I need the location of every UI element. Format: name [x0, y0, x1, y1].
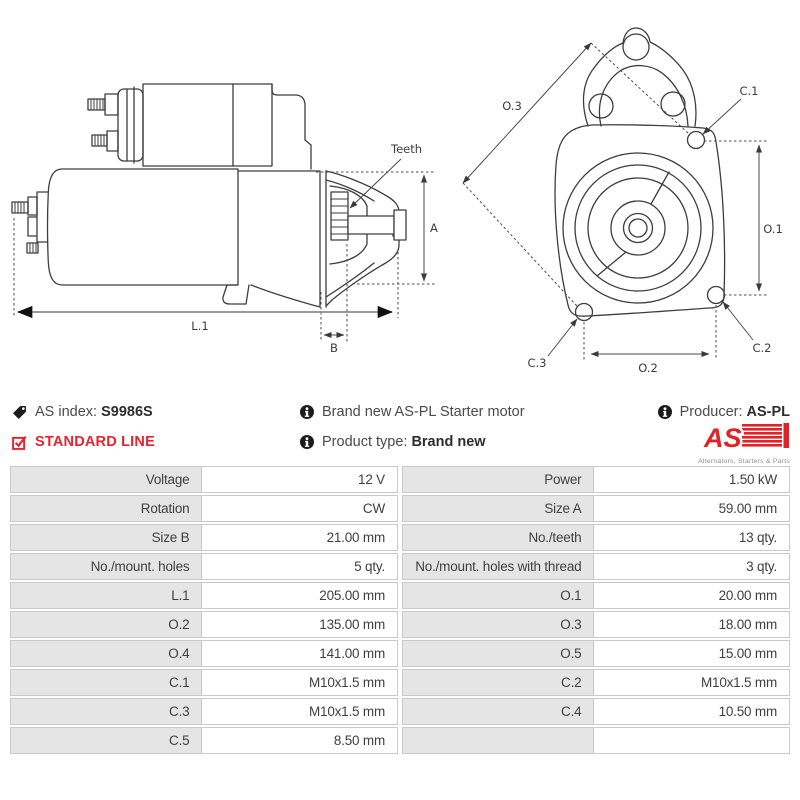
info-icon — [658, 405, 672, 419]
spec-row — [10, 669, 790, 696]
spec-table — [10, 466, 790, 756]
spec-label: No./teeth — [403, 525, 594, 550]
starter-motor-drawing — [0, 0, 800, 396]
spec-pair — [402, 466, 790, 493]
spec-label: O.1 — [403, 583, 594, 608]
spec-label: Size A — [403, 496, 594, 521]
spec-label: C.3 — [11, 699, 202, 724]
spec-row — [10, 698, 790, 725]
dim-label-a: A — [430, 221, 438, 235]
spec-label — [403, 728, 594, 753]
producer-label: Producer: — [679, 404, 743, 420]
spec-pair — [10, 611, 398, 638]
spec-value: 13 qty. — [594, 525, 789, 550]
spec-label: O.5 — [403, 641, 594, 666]
spec-value: 21.00 mm — [202, 525, 397, 550]
spec-label: No./mount. holes with thread — [403, 554, 594, 579]
spec-pair — [402, 553, 790, 580]
product-header — [0, 396, 800, 466]
spec-value — [594, 728, 789, 753]
info-icon — [300, 405, 314, 419]
spec-row — [10, 553, 790, 580]
spec-pair — [10, 495, 398, 522]
dim-label-o2: O.2 — [638, 361, 658, 375]
spec-row — [10, 466, 790, 493]
producer-row — [658, 403, 790, 421]
description-row — [300, 403, 525, 421]
spec-label: Rotation — [11, 496, 202, 521]
as-index-value: S9986S — [101, 404, 153, 420]
spec-pair — [10, 524, 398, 551]
spec-label: O.4 — [11, 641, 202, 666]
dim-label-c2: C.2 — [752, 341, 772, 355]
spec-pair — [10, 553, 398, 580]
tag-icon — [12, 405, 27, 420]
spec-value: M10x1.5 mm — [202, 699, 397, 724]
spec-pair — [402, 582, 790, 609]
dim-label-o1: O.1 — [763, 222, 783, 236]
product-type-label: Product type: — [322, 434, 408, 450]
product-description: Brand new AS-PL Starter motor — [322, 404, 525, 420]
spec-row — [10, 611, 790, 638]
spec-label: Power — [403, 467, 594, 492]
info-icon — [300, 435, 314, 449]
as-pl-logo — [682, 423, 790, 465]
technical-drawing — [0, 0, 800, 396]
spec-row — [10, 582, 790, 609]
side-view-dimensions — [14, 159, 436, 342]
spec-pair — [402, 669, 790, 696]
starter-side-view — [12, 84, 406, 307]
spec-pair — [402, 727, 790, 754]
header-right-column — [658, 396, 790, 465]
spec-pair — [402, 611, 790, 638]
dim-label-l1: L.1 — [191, 319, 209, 333]
spec-value: 1.50 kW — [594, 467, 789, 492]
logo-text: AS — [704, 423, 742, 452]
logo-tagline: Alternators, Starters & Parts — [698, 458, 790, 465]
dim-label-o3: O.3 — [502, 99, 522, 113]
spec-value: 8.50 mm — [202, 728, 397, 753]
spec-pair — [10, 582, 398, 609]
dim-label-c3: C.3 — [527, 356, 547, 370]
dim-label-b: B — [330, 341, 338, 355]
spec-row — [10, 524, 790, 551]
spec-value: 12 V — [202, 467, 397, 492]
header-middle-column — [300, 396, 525, 451]
spec-label: Voltage — [11, 467, 202, 492]
spec-value: 10.50 mm — [594, 699, 789, 724]
spec-label: No./mount. holes — [11, 554, 202, 579]
spec-pair — [10, 640, 398, 667]
spec-row — [10, 495, 790, 522]
spec-pair — [10, 727, 398, 754]
spec-label: C.1 — [11, 670, 202, 695]
spec-pair — [402, 495, 790, 522]
spec-value: M10x1.5 mm — [202, 670, 397, 695]
starter-front-view — [555, 28, 725, 321]
spec-label: Size B — [11, 525, 202, 550]
product-type-row — [300, 433, 525, 451]
logo-stripes — [742, 423, 789, 448]
standard-line-label: STANDARD LINE — [35, 434, 155, 450]
spec-value: 141.00 mm — [202, 641, 397, 666]
spec-value: 135.00 mm — [202, 612, 397, 637]
spec-label: O.3 — [403, 612, 594, 637]
dim-label-c1: C.1 — [739, 84, 759, 98]
spec-row — [10, 727, 790, 754]
spec-label: O.2 — [11, 612, 202, 637]
spec-value: 3 qty. — [594, 554, 789, 579]
spec-pair — [402, 524, 790, 551]
header-left-column — [12, 396, 155, 451]
spec-label: C.4 — [403, 699, 594, 724]
spec-pair — [10, 698, 398, 725]
spec-value: 18.00 mm — [594, 612, 789, 637]
spec-value: 59.00 mm — [594, 496, 789, 521]
spec-pair — [10, 466, 398, 493]
spec-value: 15.00 mm — [594, 641, 789, 666]
spec-row — [10, 640, 790, 667]
spec-pair — [402, 698, 790, 725]
producer-value: AS-PL — [746, 404, 790, 420]
as-index-row — [12, 403, 155, 421]
spec-label: C.2 — [403, 670, 594, 695]
spec-value: 20.00 mm — [594, 583, 789, 608]
standard-line-row — [12, 433, 155, 451]
checkbox-icon — [12, 435, 27, 450]
as-index-label: AS index: — [35, 404, 98, 420]
spec-pair — [402, 640, 790, 667]
spec-value: 5 qty. — [202, 554, 397, 579]
spec-value: M10x1.5 mm — [594, 670, 789, 695]
spec-value: 205.00 mm — [202, 583, 397, 608]
product-type-value: Brand new — [411, 434, 486, 450]
spec-label: L.1 — [11, 583, 202, 608]
spec-value: CW — [202, 496, 397, 521]
spec-label: C.5 — [11, 728, 202, 753]
spec-pair — [10, 669, 398, 696]
dim-label-teeth: Teeth — [391, 142, 423, 156]
